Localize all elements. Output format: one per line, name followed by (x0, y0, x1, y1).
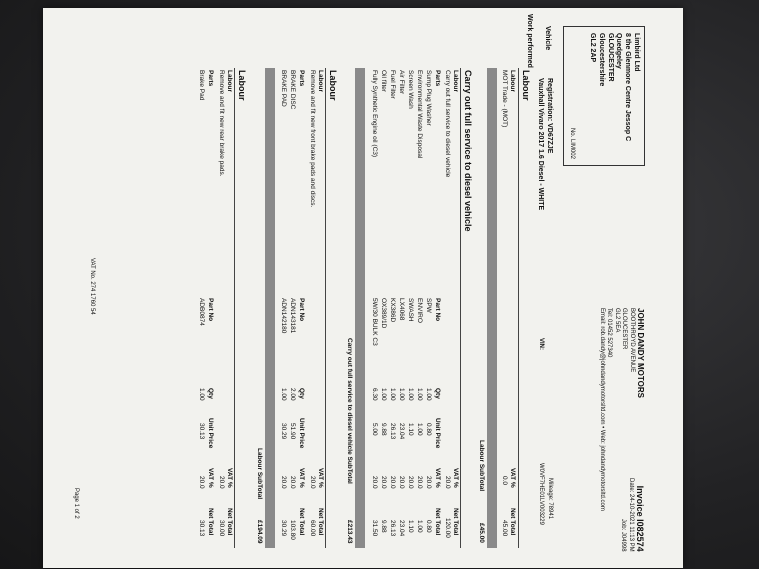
part-number: ADN142180 (280, 298, 287, 334)
part-net-total: 23.04 (398, 520, 405, 537)
part-vat: 20.0 (425, 476, 432, 489)
company-email-web: Email: rob.dandy@johndandymotorsltd.com • Web: johndandymotorsltd.com (599, 308, 605, 511)
net-col-header: Net Total (452, 508, 459, 536)
partno-col-header: Part No (207, 298, 214, 322)
vin-label: VIN: (538, 338, 544, 350)
part-number: ADN143181 (289, 298, 296, 334)
labour-description: Carry out full service to diesel vehicle (444, 70, 451, 178)
vehicle-mileage: Mileage: 78941 (547, 478, 553, 520)
vat-col-header: VAT % (434, 468, 441, 488)
part-number: LX4068 (398, 298, 405, 321)
part-vat: 20.0 (407, 476, 414, 489)
vat-col-header: VAT % (452, 468, 459, 488)
customer-address-line: 8 the Glenmore Centre Jessop C (624, 33, 632, 142)
subtotal-label: Carry out full service to diesel vehicle SubTotal (346, 338, 353, 484)
table-row (424, 68, 432, 548)
part-net-total: 30.13 (198, 520, 205, 537)
part-unit-price: 30.29 (280, 423, 287, 440)
invoice-title: Invoice I082574 (635, 485, 645, 552)
part-unit-price: 9.88 (380, 423, 387, 436)
part-net-total: 31.50 (371, 520, 378, 537)
part-number: ENVIRO (416, 298, 423, 323)
partno-col-header: Part No (298, 298, 305, 322)
net-value: 30.00 (218, 520, 225, 537)
part-vat: 20.0 (371, 476, 378, 489)
part-number: SPW (425, 298, 432, 313)
part-name: Brake Pad (198, 70, 205, 101)
part-vat: 20.0 (198, 476, 205, 489)
net-value: 45.00 (501, 520, 508, 537)
qty-col-header: Qty (207, 388, 214, 399)
part-unit-price: 23.04 (398, 423, 405, 440)
part-number: KX386D (389, 298, 396, 323)
table-row (388, 68, 396, 548)
company-phone: Tel: 01452 527340 (606, 308, 613, 358)
table-row (406, 68, 414, 548)
invoice-paper (43, 8, 683, 568)
part-name: BRAKE PAD (280, 70, 287, 107)
net-col-header: Net Total (226, 508, 233, 536)
part-qty: 1.00 (198, 388, 205, 401)
table-row (308, 68, 316, 548)
company-address-line: BOOTHROYD AVENUE (629, 308, 635, 373)
table-row (279, 68, 287, 548)
part-unit-price: 26.13 (389, 423, 396, 440)
labour-section-title: Labour (521, 70, 531, 101)
part-qty: 1.00 (380, 388, 387, 401)
labour-col-header: Labour (226, 70, 233, 93)
part-qty: 1.00 (280, 388, 287, 401)
part-number: OX389/1D (380, 298, 387, 329)
part-unit-price: 1.00 (416, 423, 423, 436)
part-unit-price: 5.00 (371, 423, 378, 436)
part-vat: 20.0 (280, 476, 287, 489)
part-name: Fuel Filter (389, 70, 396, 99)
unit-price-col-header: Unit Price (207, 418, 214, 449)
customer-postcode: GL2 2AP (589, 33, 597, 63)
part-name: Screen Wash (407, 70, 414, 109)
vat-col-header: VAT % (226, 468, 233, 488)
part-name: Environmental Waste Disposal (416, 70, 423, 159)
part-unit-price: 0.80 (425, 423, 432, 436)
table-row (379, 68, 387, 548)
part-net-total: 0.80 (425, 520, 432, 533)
parts-col-header: Parts (298, 70, 305, 87)
part-vat: 20.0 (289, 476, 296, 489)
vin-value: W0VF7HE01LV003229 (538, 463, 544, 525)
unit-price-col-header: Unit Price (298, 418, 305, 449)
labour-header-row (225, 68, 233, 548)
vat-value: 20.0 (309, 476, 316, 489)
vehicle-model: Vauxhall Vivaro 2017 1.6 Diesel - WHITE (537, 78, 544, 211)
part-vat: 20.0 (398, 476, 405, 489)
net-value: 60.00 (309, 520, 316, 537)
part-net-total: 1.10 (407, 520, 414, 533)
customer-number: No. LIM002 (569, 127, 576, 159)
section-rule (234, 68, 235, 548)
part-name: Oil filter (380, 70, 387, 93)
customer-address-box (563, 26, 645, 166)
table-row (197, 68, 205, 548)
part-unit-price: 30.13 (198, 423, 205, 440)
service-section-title: Carry out full service to diesel vehicle (463, 70, 473, 232)
customer-address-line: Gloucestershire (598, 33, 605, 87)
section-bar (355, 68, 365, 548)
subtotal-row (345, 68, 353, 548)
part-net-total: 103.80 (289, 520, 296, 540)
table-row (415, 68, 423, 548)
subtotal-value: £213.43 (346, 520, 353, 544)
vat-col-header: VAT % (298, 468, 305, 488)
part-qty: 2.00 (289, 388, 296, 401)
parts-header-row (433, 68, 441, 548)
vat-value: 20.0 (444, 476, 451, 489)
subtotal-value: £194.09 (256, 520, 263, 544)
section-bar (487, 68, 497, 548)
parts-col-header: Parts (207, 70, 214, 87)
section-rule (325, 68, 326, 548)
table-row (443, 68, 451, 548)
labour-col-header: Labour (509, 70, 516, 93)
part-number: ADB0874 (198, 298, 205, 326)
vat-col-header: VAT % (207, 468, 214, 488)
part-net-total: 9.88 (380, 520, 387, 533)
part-vat: 20.0 (380, 476, 387, 489)
labour-col-header: Labour (452, 70, 459, 93)
section-rule (518, 68, 519, 548)
vat-value: 0.0 (501, 476, 508, 486)
subtotal-row (255, 68, 263, 548)
net-col-header: Net Total (317, 508, 324, 536)
vat-col-header: VAT % (509, 468, 516, 488)
invoice-job: Job: J04998 (620, 518, 627, 552)
labour-description: Remove and fit new rear brake pads. (218, 70, 225, 177)
vat-col-header: VAT % (317, 468, 324, 488)
customer-address-line: GLOUCESTER (606, 33, 614, 82)
qty-col-header: Qty (298, 388, 305, 399)
table-row (370, 68, 378, 548)
part-net-total: 30.29 (280, 520, 287, 537)
vehicle-registration: Registration: VD67ZJE (546, 78, 553, 154)
part-qty: 1.00 (425, 388, 432, 401)
part-qty: 6.30 (371, 388, 378, 401)
net-col-header: Net Total (298, 508, 305, 536)
part-net-total: 26.13 (389, 520, 396, 537)
section-bar (265, 68, 275, 548)
rear-section-title: Labour (237, 70, 247, 101)
invoice-block (619, 478, 645, 552)
labour-col-header: Labour (317, 70, 324, 93)
parts-col-header: Parts (434, 70, 441, 87)
labour-description: Remove and fit new front brake pads and discs. (309, 70, 316, 208)
part-name: Fully Synthetic Engine oil (C3) (371, 70, 378, 158)
subtotal-row (477, 68, 485, 548)
table-row (397, 68, 405, 548)
table-row (500, 68, 508, 548)
table-row (288, 68, 296, 548)
part-qty: 1.00 (389, 388, 396, 401)
part-number: 5W/30 BULK C3 (371, 298, 378, 346)
net-col-header: Net Total (207, 508, 214, 536)
company-name: JOHN DANDY MOTORS (636, 308, 645, 398)
page-number: Page 1 of 2 (73, 488, 79, 519)
parts-header-row (297, 68, 305, 548)
part-qty: 1.00 (416, 388, 423, 401)
part-qty: 1.00 (407, 388, 414, 401)
customer-address-line: Quedgeley (615, 33, 623, 69)
qty-col-header: Qty (434, 388, 441, 399)
table-row (217, 68, 225, 548)
vat-value: 20.0 (218, 476, 225, 489)
unit-price-col-header: Unit Price (434, 418, 441, 449)
parts-header-row (206, 68, 214, 548)
part-unit-price: 1.10 (407, 423, 414, 436)
labour-header-row (316, 68, 324, 548)
subtotal-label: Labour SubTotal (478, 440, 485, 492)
vat-number: VAT No. 274 1760 54 (89, 258, 95, 315)
brakes-section-title: Labour (328, 70, 338, 101)
net-col-header: Net Total (509, 508, 516, 536)
section-rule (460, 68, 461, 548)
part-vat: 20.0 (389, 476, 396, 489)
subtotal-value: £45.00 (478, 523, 485, 543)
part-name: Sump Plug Washer (425, 70, 432, 126)
invoice-date: Date: 24-10-2021 11:13 PM (627, 478, 634, 552)
labour-description: MOT Trade - (MOT) (501, 70, 508, 128)
part-vat: 20.0 (416, 476, 423, 489)
part-qty: 1.00 (398, 388, 405, 401)
customer-name: Limbird Ltd (633, 33, 640, 72)
part-net-total: 1.00 (416, 520, 423, 533)
company-address-line: GL2 5EA (614, 308, 620, 333)
labour-header-row (451, 68, 459, 548)
part-unit-price: 51.90 (289, 423, 296, 440)
part-number: SWASH (407, 298, 414, 322)
partno-col-header: Part No (434, 298, 441, 322)
invoice-page (43, 8, 683, 568)
work-performed-label: Work performed (526, 14, 533, 68)
labour-header-row (508, 68, 516, 548)
net-value: 120.00 (444, 518, 451, 538)
subtotal-label: Labour SubTotal (256, 448, 263, 500)
part-name: Air Filter (398, 70, 405, 95)
company-address-line: GLOUCESTER (621, 308, 628, 350)
vehicle-label: Vehicle (544, 26, 551, 51)
net-col-header: Net Total (434, 508, 441, 536)
part-name: BRAKE DISC (289, 70, 296, 110)
